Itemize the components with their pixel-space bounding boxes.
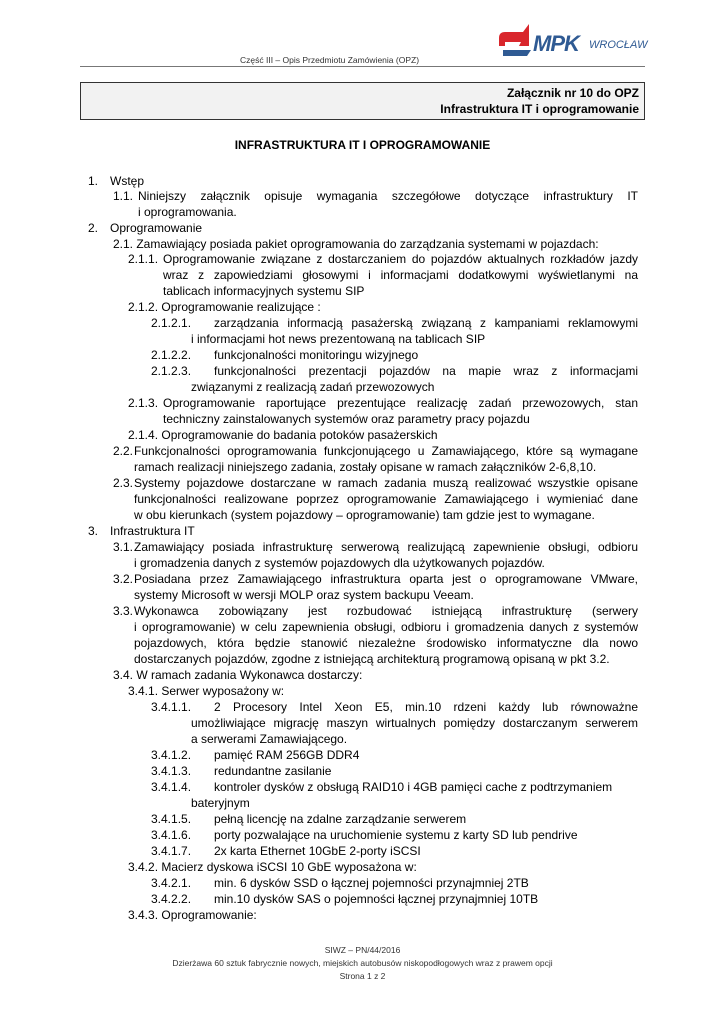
list-item: pamięć RAM 256GB DDR4 xyxy=(214,748,360,762)
footer-description: Dzierżawa 60 sztuk fabrycznie nowych, miejskich autobusów niskopodłogowych wraz z prawem opcji xyxy=(172,958,553,968)
list-item: kontroler dysków z obsługą RAID10 i 4GB pamięci cache z podtrzymaniem xyxy=(214,780,613,794)
mpk-logo-icon xyxy=(495,16,535,56)
list-item: 3.4.1.2. xyxy=(151,748,192,762)
list-item: 2.1.2.1. xyxy=(151,316,192,330)
list-item: 2.1.2. Oprogramowanie realizujące : xyxy=(128,300,321,314)
list-item: Zamawiający posiada infrastrukturę serwerową realizującą zapewnienie obsługi, odbioru xyxy=(134,540,638,554)
list-item: 2x karta Ethernet 10GbE 2-porty iSCSI xyxy=(214,844,421,858)
header-rule xyxy=(80,66,645,67)
list-item: 3.4.1.4. xyxy=(151,780,192,794)
list-item: Oprogramowanie raportujące prezentujące realizację zadań przewozowych, stan xyxy=(163,396,638,410)
logo-sub-text: WROCŁAW xyxy=(589,39,648,51)
list-item: 2.1.4. Oprogramowanie do badania potoków pasażerskich xyxy=(128,428,438,442)
list-item: porty pozwalające na uruchomienie systemu z karty SD lub pendrive xyxy=(214,828,578,842)
footer-page-number: Strona 1 z 2 xyxy=(339,971,386,981)
list-item: 3.4. W ramach zadania Wykonawca dostarczy: xyxy=(113,668,363,682)
list-item: funkcjonalności monitoringu wizyjnego xyxy=(214,348,419,362)
list-item: ramach realizacji niniejszego zadania, zostały opisane w ramach załączników 2-6,8,10. xyxy=(134,460,597,474)
document-title: INFRASTRUKTURA IT I OPROGRAMOWANIE xyxy=(234,138,491,152)
list-item: systemy Microsoft w wersji MOLP oraz system backupu Veeam. xyxy=(134,588,474,602)
list-item: i gromadzenia danych z systemów pojazdowych dla użytkowanych pojazdów. xyxy=(134,556,545,570)
list-item: umożliwiające migrację maszyn wirtualnych pomiędzy dostarczanym serwerem xyxy=(191,716,638,730)
list-item: dostarczanych pojazdów, zgodne z istniejącą architekturą programową opisaną w pkt 3.2. xyxy=(134,652,610,666)
list-item: 1.1. xyxy=(113,189,134,203)
list-item: Wstęp xyxy=(110,174,145,188)
list-item: 2.2. xyxy=(113,444,134,458)
annex-line-1: Załącznik nr 10 do OPZ xyxy=(506,86,639,100)
list-item: Systemy pojazdowe dostarczane w ramach zadania muszą realizować wszystkie opisane xyxy=(134,476,638,490)
list-item: Oprogramowanie związane z dostarczaniem do pojazdów aktualnych rozkładów jazdy xyxy=(163,252,638,266)
list-item: wraz z zapowiedziami głosowymi i informacjami dodatkowymi wyświetlanymi na xyxy=(163,268,638,282)
list-item: 3.4.1.1. xyxy=(151,700,192,714)
list-item: 2.1.1. xyxy=(128,252,159,266)
list-item: pełną licencję na zdalne zarządzanie serwerem xyxy=(214,812,467,826)
mpk-logo xyxy=(495,16,648,62)
list-item: 2 Procesory Intel Xeon E5, min.10 rdzeni każdy lub równoważne xyxy=(214,700,638,714)
list-item: 2.1.2.2. xyxy=(151,348,192,362)
list-item: 2.3. xyxy=(113,476,134,490)
list-item: 3.4.3. Oprogramowanie: xyxy=(128,908,257,922)
list-item: Oprogramowanie xyxy=(110,221,203,235)
list-item: i oprogramowanie) w celu zapewnienia obsługi, odbioru i gromadzenia danych z systemów xyxy=(134,620,638,634)
list-item: 2.1. Zamawiający posiada pakiet oprogramowania do zarządzania systemami w pojazdach: xyxy=(113,237,599,251)
list-item: 3.1. xyxy=(113,540,134,554)
list-item: Posiadana przez Zamawiającego infrastruktura oparta jest o oprogramowane VMware, xyxy=(134,572,638,586)
list-item: funkcjonalności realizowane poprzez oprogramowanie Zamawiającego i wymieniać dane xyxy=(134,492,638,506)
list-item: Funkcjonalności oprogramowania funkcjonującego u Zamawiającego, które są wymagane xyxy=(134,444,638,458)
list-item: 3. xyxy=(88,524,99,538)
list-item: 3.4.1.3. xyxy=(151,764,192,778)
list-item: 3.4.1.6. xyxy=(151,828,192,842)
list-item: związanymi z realizacją zadań przewozowych xyxy=(191,380,435,394)
footer-ref: SIWZ – PN/44/2016 xyxy=(324,945,401,955)
list-item: tablicach informacyjnych systemu SIP xyxy=(163,284,365,298)
logo-main-text: MPK xyxy=(533,31,579,56)
list-item: bateryjnym xyxy=(191,796,250,810)
list-item: Infrastruktura IT xyxy=(110,524,195,538)
list-item: min.10 dysków SAS o pojemności łącznej przynajmniej 10TB xyxy=(214,892,539,906)
list-item: 3.2. xyxy=(113,572,134,586)
list-item: redundantne zasilanie xyxy=(214,764,332,778)
list-item: min. 6 dysków SSD o łącznej pojemności przynajmniej 2TB xyxy=(214,876,529,890)
list-item: 3.4.2.2. xyxy=(151,892,192,906)
list-item: zarządzania informacją pasażerską związaną z kampaniami reklamowymi xyxy=(214,316,638,330)
list-item: a serwerami Zamawiającego. xyxy=(191,732,348,746)
list-item: i oprogramowania. xyxy=(138,205,237,219)
list-item: 1. xyxy=(88,174,99,188)
list-item: 3.4.1.5. xyxy=(151,812,192,826)
annex-line-2: Infrastruktura IT i oprogramowanie xyxy=(440,102,639,116)
list-item: 3.4.1. Serwer wyposażony w: xyxy=(128,684,285,698)
list-item: i informacjami hot news prezentowaną na tablicach SIP xyxy=(191,332,486,346)
list-item: 3.4.2.1. xyxy=(151,876,192,890)
list-item: 2.1.2.3. xyxy=(151,364,192,378)
list-item: 3.4.2. Macierz dyskowa iSCSI 10 GbE wyposażona w: xyxy=(128,860,417,874)
list-item: 3.3. xyxy=(113,604,134,618)
list-item: 2. xyxy=(88,221,99,235)
list-item: w obu kierunkach (system pojazdowy – oprogramowanie) tam gdzie jest to wymagane. xyxy=(134,508,595,522)
list-item: 2.1.3. xyxy=(128,396,159,410)
list-item: funkcjonalności prezentacji pojazdów na mapie wraz z informacjami xyxy=(214,364,638,378)
list-item: 3.4.1.7. xyxy=(151,844,192,858)
list-item: pojazdowych, która będzie stanowić niezależne środowisko informatyczne dla nowo xyxy=(134,636,638,650)
list-item: Niniejszy załącznik opisuje wymagania szczegółowe dotyczące infrastruktury IT xyxy=(138,189,638,203)
list-item: techniczny zainstalowanych systemów oraz parametry pracy pojazdu xyxy=(163,412,530,426)
part-title: Część III – Opis Przedmiotu Zamówienia (OPZ) xyxy=(240,55,420,65)
annex-box xyxy=(80,82,645,120)
list-item: Wykonawca zobowiązany jest rozbudować istniejącą infrastrukturę (serwery xyxy=(134,604,638,618)
